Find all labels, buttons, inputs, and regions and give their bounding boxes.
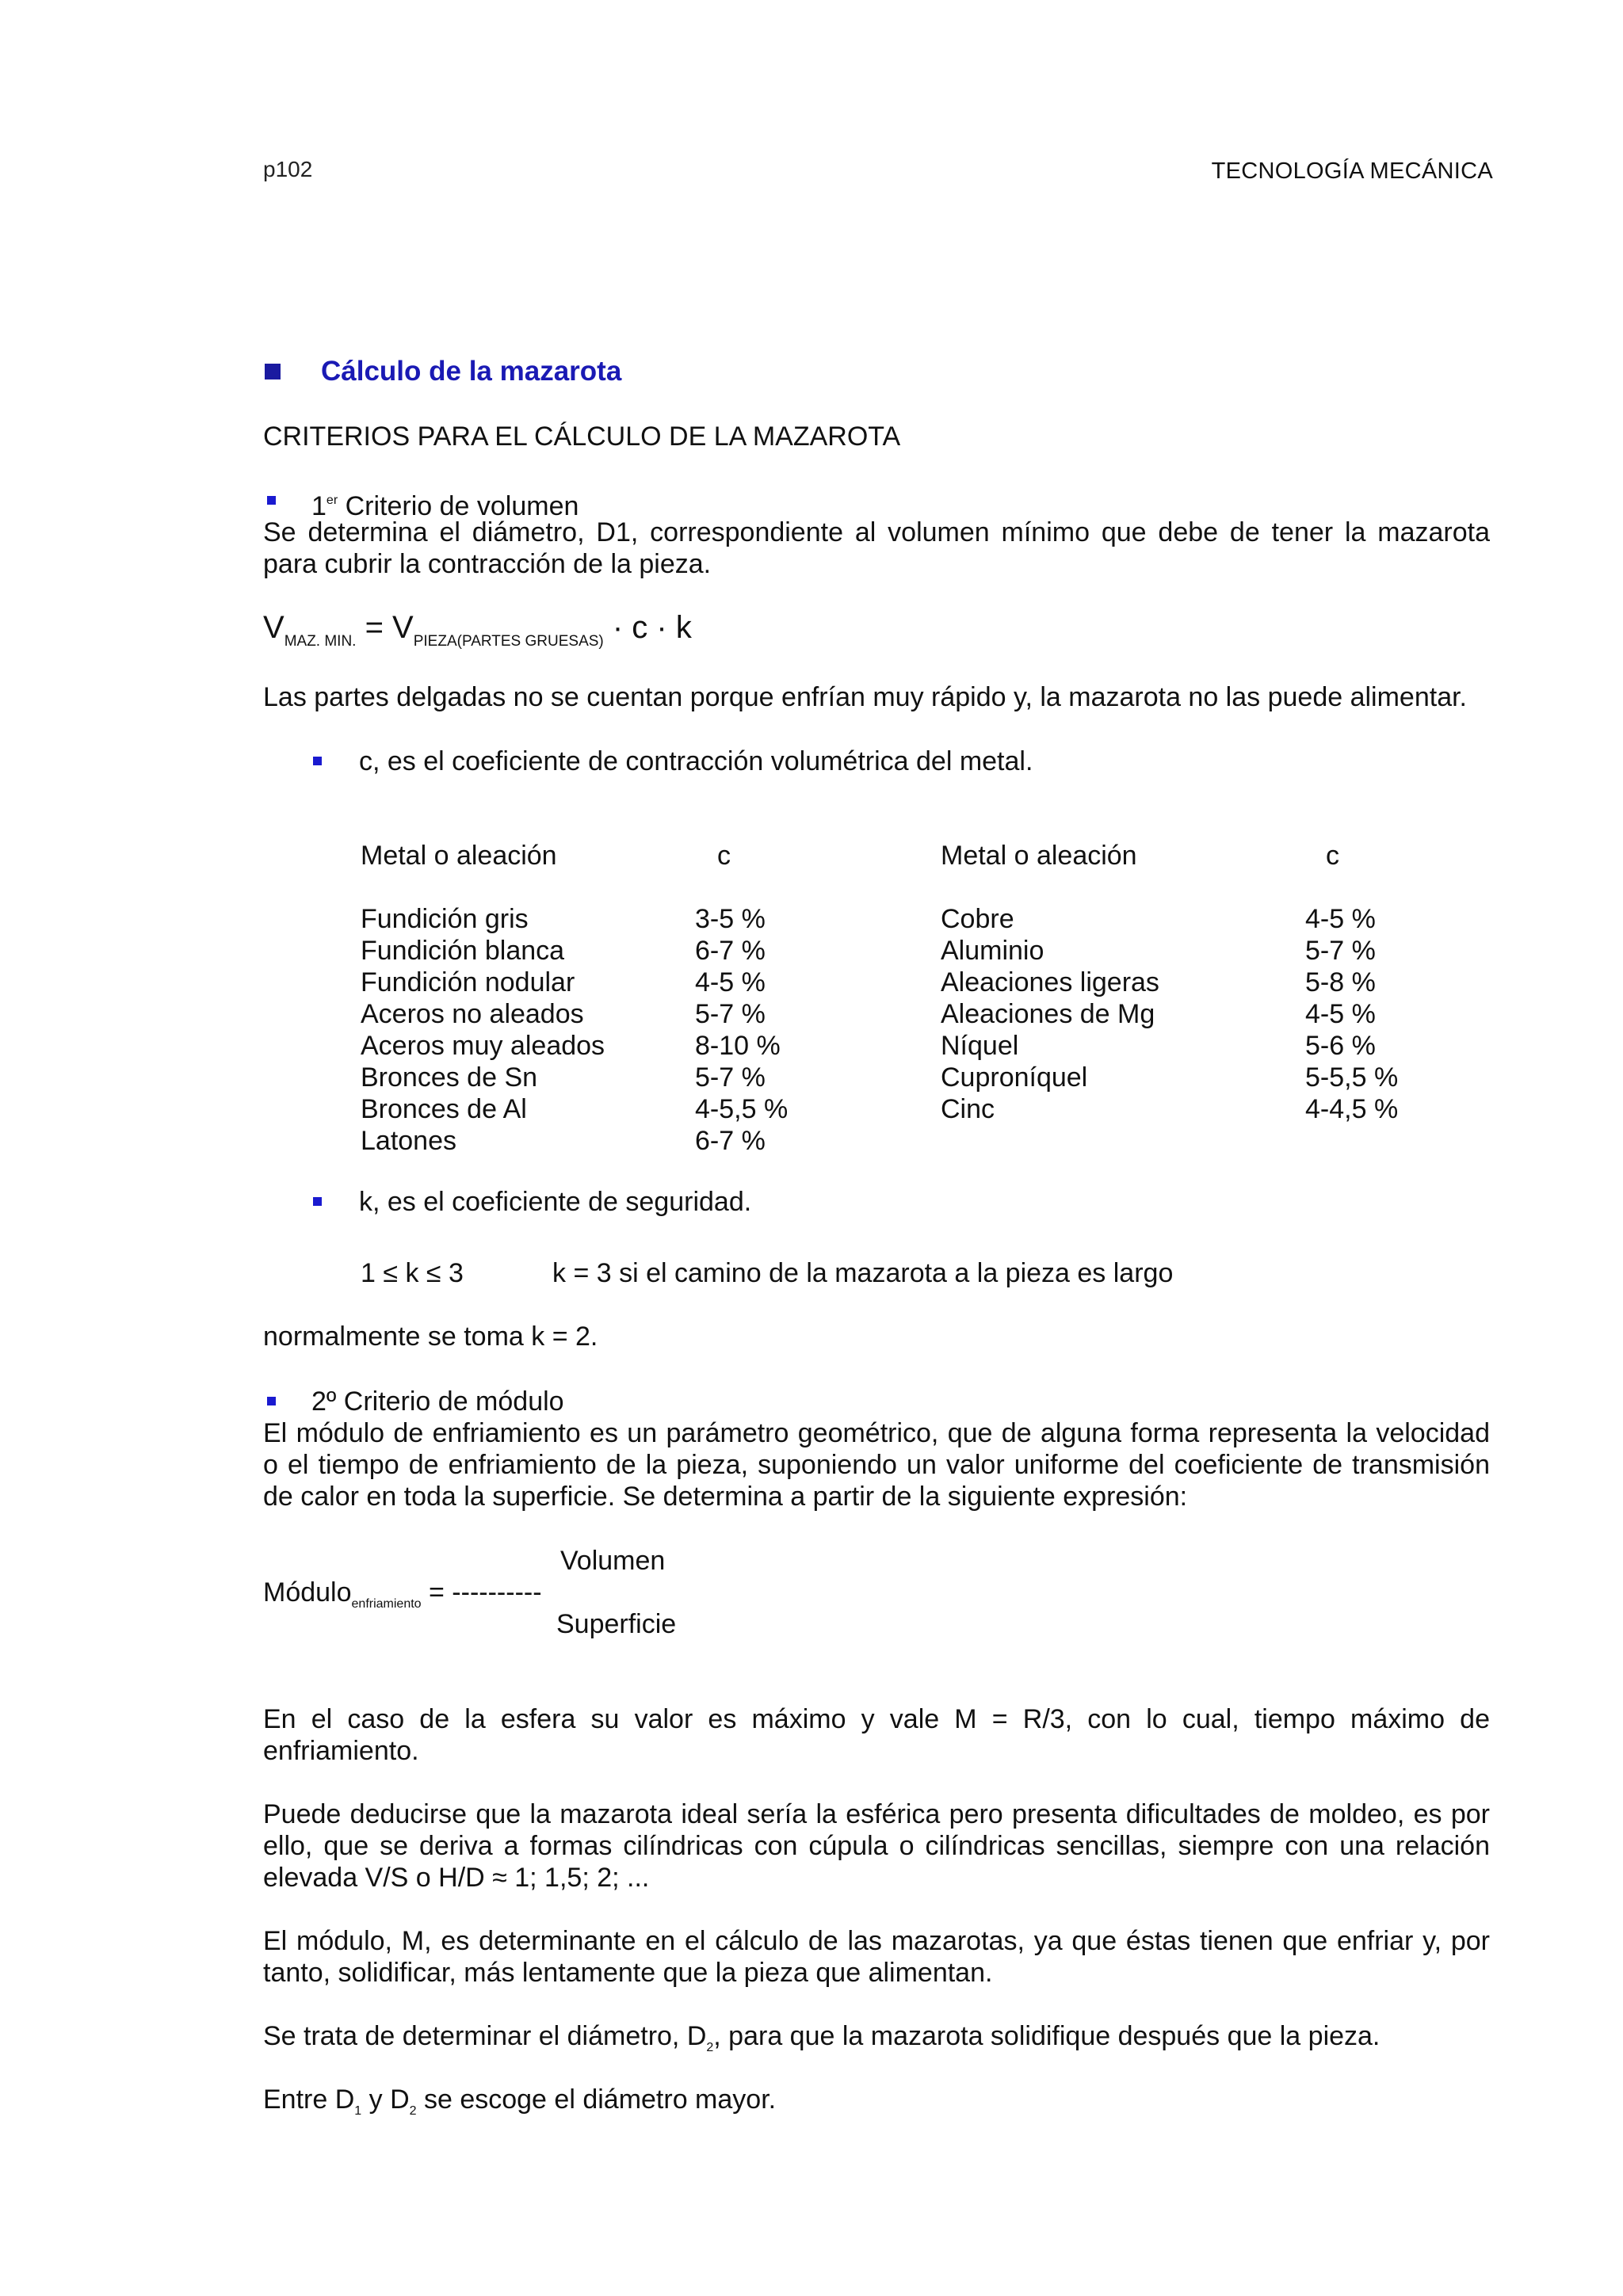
table-row: Cinc: [941, 1094, 995, 1124]
criterion2-label: 2º Criterio de módulo: [311, 1386, 564, 1417]
table-row: Fundición blanca: [361, 936, 565, 966]
table-row: Latones: [361, 1126, 456, 1156]
table-row: Fundición gris: [361, 904, 529, 934]
sphere-paragraph: En el caso de la esfera su valor es máximo y vale M = R/3, con lo cual, tiempo máximo de enfriamiento.: [263, 1704, 1490, 1766]
table-cell: 5-8 %: [1305, 967, 1376, 997]
table-cell: 5-6 %: [1305, 1031, 1376, 1061]
table-cell: 6-7 %: [695, 1126, 766, 1156]
k-definition: k, es el coeficiente de seguridad.: [359, 1187, 752, 1217]
section-bullet-icon: [265, 364, 281, 379]
table-header-metal-right: Metal o aleación: [941, 841, 1137, 871]
thin-parts-note: Las partes delgadas no se cuentan porque enfrían muy rápido y, la mazarota no las puede alimentar.: [263, 682, 1467, 712]
criterion2-bullet-icon: [267, 1397, 276, 1405]
table-row: Aleaciones de Mg: [941, 999, 1155, 1029]
cooling-modulus-formula: Módulo$_{enfriamiento}$ = ----------: [263, 1577, 542, 1611]
criterion1-label: 1er Criterio de volumen: [311, 491, 579, 521]
criteria-heading: CRITERIOS PARA EL CÁLCULO DE LA MAZAROTA: [263, 421, 901, 452]
formula-numerator: Volumen: [560, 1546, 666, 1576]
section-title: Cálculo de la mazarota: [321, 356, 622, 387]
table-row: Fundición nodular: [361, 967, 575, 997]
table-cell: 5-7 %: [695, 1062, 766, 1093]
k-normal-value: normalmente se toma k = 2.: [263, 1322, 598, 1352]
table-cell: 4-5 %: [1305, 904, 1376, 934]
table-cell: 6-7 %: [695, 936, 766, 966]
table-row: Níquel: [941, 1031, 1019, 1061]
table-cell: 4-5 %: [1305, 999, 1376, 1029]
table-row: Cuproníquel: [941, 1062, 1088, 1093]
table-cell: 5-5,5 %: [1305, 1062, 1399, 1093]
c-bullet-icon: [313, 757, 322, 765]
table-row: Aleaciones ligeras: [941, 967, 1159, 997]
table-cell: 4-5 %: [695, 967, 766, 997]
criterion1-description: Se determina el diámetro, D1, correspondiente al volumen mínimo que debe de tener la mazarota para cubrir la contracción de la pieza.: [263, 517, 1490, 579]
formula-denominator: Superficie: [556, 1609, 677, 1639]
choose-diameter-sentence: Entre $D_1$ y $D_2$ se escoge el diámetro mayor.: [263, 2084, 777, 2118]
table-header-c-left: c: [717, 841, 731, 871]
table-left-metals: [361, 903, 605, 1157]
criterion2-description: El módulo de enfriamiento es un parámetro geométrico, que de alguna forma representa la velocidad o el tiempo de enfriamiento de la pieza, suponiendo un valor uniforme del coeficiente de transmisión de calor en toda la superficie. Se determina a partir de la siguiente expresión:: [263, 1418, 1490, 1512]
table-cell: 5-7 %: [1305, 936, 1376, 966]
table-cell: 4-5,5 %: [695, 1094, 789, 1124]
table-cell: 4-4,5 %: [1305, 1094, 1399, 1124]
table-header-c-right: c: [1326, 841, 1339, 871]
table-row: Bronces de Sn: [361, 1062, 538, 1093]
page-number: p102: [263, 157, 313, 181]
volume-formula: $V_{MAZ. MIN.} = V_{PIEZA(PARTES GRUESAS)} \cdot c \cdot k$: [263, 610, 692, 650]
table-right-metals: [941, 903, 1159, 1125]
modulus-paragraph: El módulo, M, es determinante en el cálculo de las mazarotas, ya que éstas tienen que enfriar y, por tanto, solidificar, más lentamente que la pieza que alimentan.: [263, 1926, 1490, 1988]
table-row: Aceros no aleados: [361, 999, 584, 1029]
table-cell: 5-7 %: [695, 999, 766, 1029]
running-header: TECNOLOGÍA MECÁNICA: [1211, 158, 1493, 184]
table-row: Aluminio: [941, 936, 1044, 966]
table-header-metal-left: Metal o aleación: [361, 841, 557, 871]
table-right-values: [1305, 903, 1398, 1125]
d2-sentence: Se trata de determinar el diámetro, $D_2$, para que la mazarota solidifique después que la pieza.: [263, 2021, 1381, 2054]
criterion1-bullet-icon: [267, 496, 276, 505]
table-row: Bronces de Al: [361, 1094, 527, 1124]
table-row: Cobre: [941, 904, 1014, 934]
c-definition: c, es el coeficiente de contracción volumétrica del metal.: [359, 746, 1033, 776]
table-row: Aceros muy aleados: [361, 1031, 605, 1061]
k-range: 1 ≤ k ≤ 3: [361, 1258, 464, 1288]
ideal-riser-paragraph: Puede deducirse que la mazarota ideal sería la esférica pero presenta dificultades de moldeo, es por ello, que se deriva a formas cilíndricas con cúpula o cilíndricas sencillas, siempre con una relación elevada V/S o H/D ≈ 1; 1,5; 2; ...: [263, 1799, 1490, 1893]
table-cell: 3-5 %: [695, 904, 766, 934]
table-cell: 8-10 %: [695, 1031, 781, 1061]
table-left-values: [695, 903, 788, 1157]
k-range-note: k = 3 si el camino de la mazarota a la pieza es largo: [552, 1258, 1174, 1288]
k-bullet-icon: [313, 1197, 322, 1206]
